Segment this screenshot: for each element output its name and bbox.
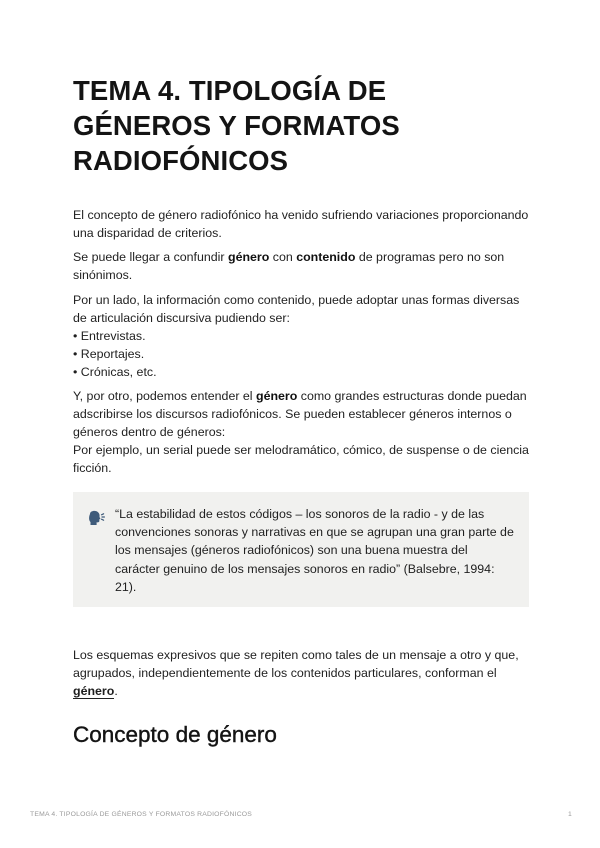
paragraph-text-before: Y, por otro, podemos entender el bbox=[73, 389, 256, 403]
paragraph-text: Los esquemas expresivos que se repiten como tales de un mensaje a otro y que, agrupados, independientemente de los contenidos particulares, conforman el bbox=[73, 648, 519, 680]
list-item: • Entrevistas. bbox=[73, 329, 146, 343]
footer-title: TEMA 4. TIPOLOGÍA DE GÉNEROS Y FORMATOS RADIOFÓNICOS bbox=[30, 811, 253, 818]
paragraph-genero-contenido bbox=[73, 248, 529, 284]
paragraph-text-after: como grandes estructuras donde puedan adscribirse los discursos radiofónicos. Se pueden establecer géneros internos o géneros dentro de géneros: bbox=[73, 389, 527, 439]
bold-term-genero: género bbox=[228, 250, 270, 264]
quote-text: “La estabilidad de estos códigos – los sonoros de la radio - y de las convenciones sonoras y narrativas en que se agrupan una gran parte de los mensajes (géneros radiofónicos) son una buena muestra del carácter genuino de los mensajes sonoros en radio” (Balsebre, 1994: 21). bbox=[115, 507, 514, 594]
paragraph-informacion bbox=[73, 291, 529, 381]
page-number: 1 bbox=[568, 811, 572, 818]
paragraph-text: Por un lado, la información como contenido, puede adoptar unas formas diversas de articulación discursiva pudiendo ser: bbox=[73, 293, 520, 325]
paragraph-example: Por ejemplo, un serial puede ser melodramático, cómico, de suspense o de ciencia ficción. bbox=[73, 443, 529, 475]
paragraph-text bbox=[73, 387, 529, 441]
paragraph-text: . bbox=[114, 684, 118, 698]
bold-term-contenido: contenido bbox=[296, 250, 356, 264]
paragraph-text: con bbox=[269, 250, 297, 264]
bold-term-genero: género bbox=[256, 389, 298, 403]
paragraph-text: Se puede llegar a confundir bbox=[73, 250, 228, 264]
genero-link[interactable]: género bbox=[73, 684, 115, 698]
paragraph-esquemas bbox=[73, 646, 529, 700]
paragraph-intro: El concepto de género radiofónico ha venido sufriendo variaciones proporcionando una disparidad de criterios. bbox=[73, 208, 529, 240]
list-item: • Reportajes. bbox=[73, 347, 145, 361]
section-heading: Concepto de género bbox=[73, 722, 277, 747]
paragraph-text: de programas pero no son sinónimos. bbox=[73, 250, 505, 282]
speaking-head-icon bbox=[86, 510, 106, 530]
page-title: TEMA 4. TIPOLOGÍA DE GÉNEROS Y FORMATOS RADIOFÓNICOS bbox=[73, 75, 400, 176]
quote-callout bbox=[73, 492, 529, 607]
paragraph-estructuras bbox=[73, 387, 529, 477]
list-item: • Crónicas, etc. bbox=[73, 365, 157, 379]
